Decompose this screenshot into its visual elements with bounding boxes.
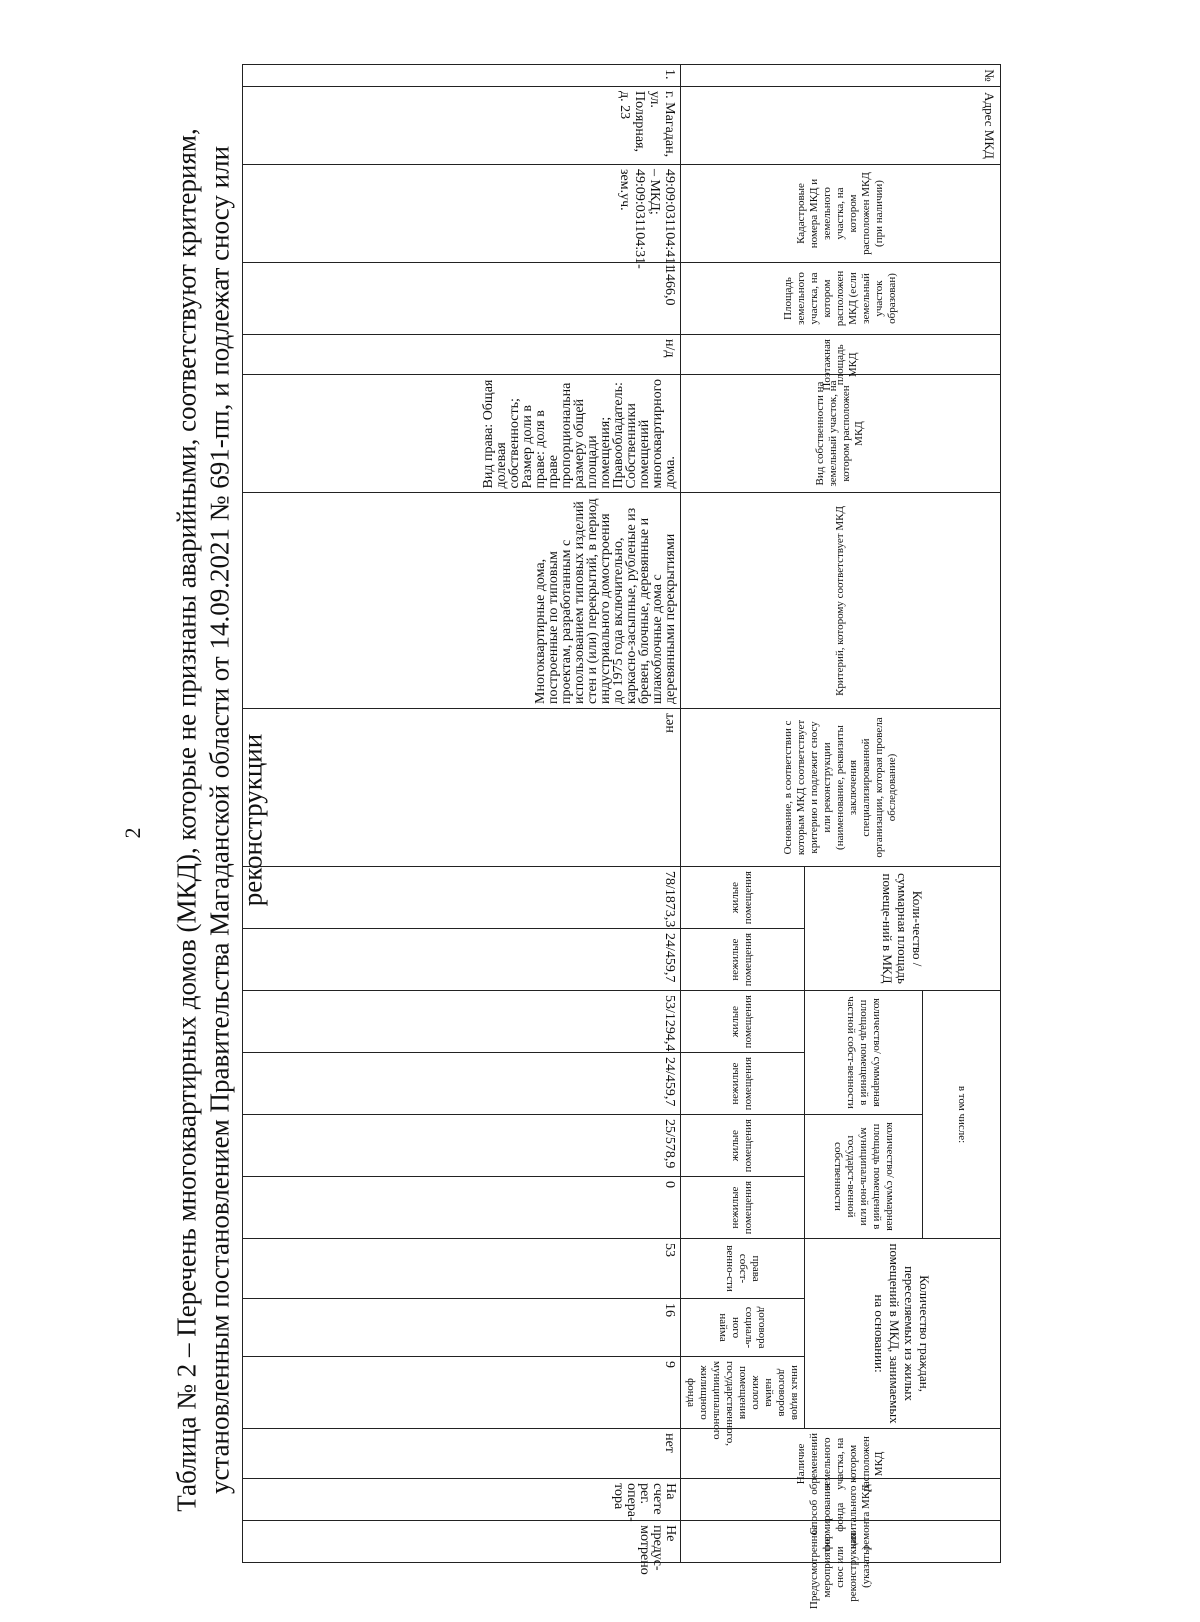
cell-num: 1. bbox=[243, 65, 681, 87]
header-fund-method: Способ формирования фонда капитального ремонта МКД bbox=[681, 1479, 1001, 1521]
cell-private-residential: 53/1294,4 bbox=[243, 991, 681, 1053]
cell-citizens-other: 9 bbox=[243, 1357, 681, 1429]
header-private: количество/ суммарная площадь помещений в частной собст-венности bbox=[805, 991, 923, 1115]
header-num: № bbox=[681, 65, 1001, 87]
header-basis: Основание, в соответствии с которым МКД соответствует критерию и подлежит сносу или реконструкции (наименование, реквизиты заключения специализированной организации, которая провела обследование) bbox=[681, 709, 1001, 867]
cell-address: г. Магадан, ул. Полярная, д. 23 bbox=[243, 87, 681, 165]
page-title: Таблица № 2 – Перечень многоквартирных домов (МКД), которые не признаны аварийными, соответствуют критериям, установленным постановлением Правительства Магаданской области от 14.09.2021 № 691-пп, и подлежат сносу или реконструкции bbox=[171, 128, 268, 1512]
cell-cadastral: 49:09:031104:411 – МКД; 49:09:031104:31-зем.уч. bbox=[243, 165, 681, 263]
cell-ownership: Вид права: Общая долевая собственность; Размер доли в праве: доля в праве пропорциональна размеру общей площади помещения; Правообладатель: Собственники помещений многоквартирного дома. bbox=[243, 375, 681, 493]
header-encumbrance: Наличие обременений земельного участка, на котором расположен МКД bbox=[681, 1429, 1001, 1479]
header-by-other: иных видов договоров найма жилого помещения государственного, муниципального жилищного фонда bbox=[681, 1357, 805, 1429]
header-by-ownership: права собст-венно-сти bbox=[681, 1239, 805, 1299]
header-land-area: Площадь земельного участка, на котором расположен МКД (если земельный участок образован) bbox=[681, 263, 1001, 335]
page-number: 2 bbox=[120, 827, 145, 839]
cell-citizens-social: 16 bbox=[243, 1299, 681, 1357]
cell-municipal-residential: 25/578,9 bbox=[243, 1115, 681, 1177]
header-by-social: договора социаль-ного найма bbox=[681, 1299, 805, 1357]
rotated-table-sheet bbox=[283, 64, 1001, 1610]
header-citizens: Количество граждан, переселяемых из жилых помещений в МКД, занимаемых на основании: bbox=[805, 1239, 1001, 1429]
header-criterion: Критерий, которому соответствует МКД bbox=[681, 493, 1001, 709]
header-municipal-nonresidential: нежилые помещения bbox=[681, 1177, 805, 1239]
header-quantity: Коли-чество / суммарная площадь помеще-ний в МКД bbox=[805, 867, 1001, 991]
table-row bbox=[243, 65, 681, 1563]
header-total-nonresidential: нежилые помещения bbox=[681, 929, 805, 991]
cell-municipal-nonresidential: 0 bbox=[243, 1177, 681, 1239]
header-floor-area: Поэтажная площадь МКД bbox=[681, 335, 1001, 375]
cell-private-nonresidential: 24/459,7 bbox=[243, 1053, 681, 1115]
header-including: в том числе: bbox=[923, 991, 1001, 1239]
cell-basis: нет bbox=[243, 709, 681, 867]
cell-total-nonresidential: 24/459,7 bbox=[243, 929, 681, 991]
cell-fund-method: На счете рег. опера-тора bbox=[243, 1479, 681, 1521]
houses-table bbox=[242, 64, 1001, 1610]
header-measure: Предусмотренное мероприятие снос или реконструкция (указать) bbox=[681, 1521, 1001, 1563]
header-cadastral: Кадастровые номера МКД и земельного участка, на котором расположен МКД (при наличии) bbox=[681, 165, 1001, 263]
cell-encumbrance: нет bbox=[243, 1429, 681, 1479]
header-ownership: Вид собственности на земельный участок, на котором расположен МКД bbox=[681, 375, 1001, 493]
cell-citizens-ownership: 53 bbox=[243, 1239, 681, 1299]
header-municipal: количество/ суммарная площадь помещений в муниципаль-ной или государст-венной собственности bbox=[805, 1115, 923, 1239]
header-total-residential: жилые помещения bbox=[681, 867, 805, 929]
header-private-residential: жилые помещения bbox=[681, 991, 805, 1053]
header-private-nonresidential: нежилые помещения bbox=[681, 1053, 805, 1115]
header-address: Адрес МКД bbox=[681, 87, 1001, 165]
cell-total-residential: 78/1873,3 bbox=[243, 867, 681, 929]
header-municipal-residential: жилые помещения bbox=[681, 1115, 805, 1177]
cell-measure: Не предус-мотрено bbox=[243, 1521, 681, 1563]
cell-floor-area: н/д bbox=[243, 335, 681, 375]
cell-criterion: Многоквартирные дома, построенные по типовым проектам, разработанным с использованием типовых изделий стен и (или) перекрытий, в период индустриального домостроения до 1975 года включительно, каркасно-засыпные, рубленые из бревен, блочные, деревянные и шлакоблочные дома с деревянными перекрытиями bbox=[243, 493, 681, 709]
cell-land-area: 1466,0 bbox=[243, 263, 681, 335]
